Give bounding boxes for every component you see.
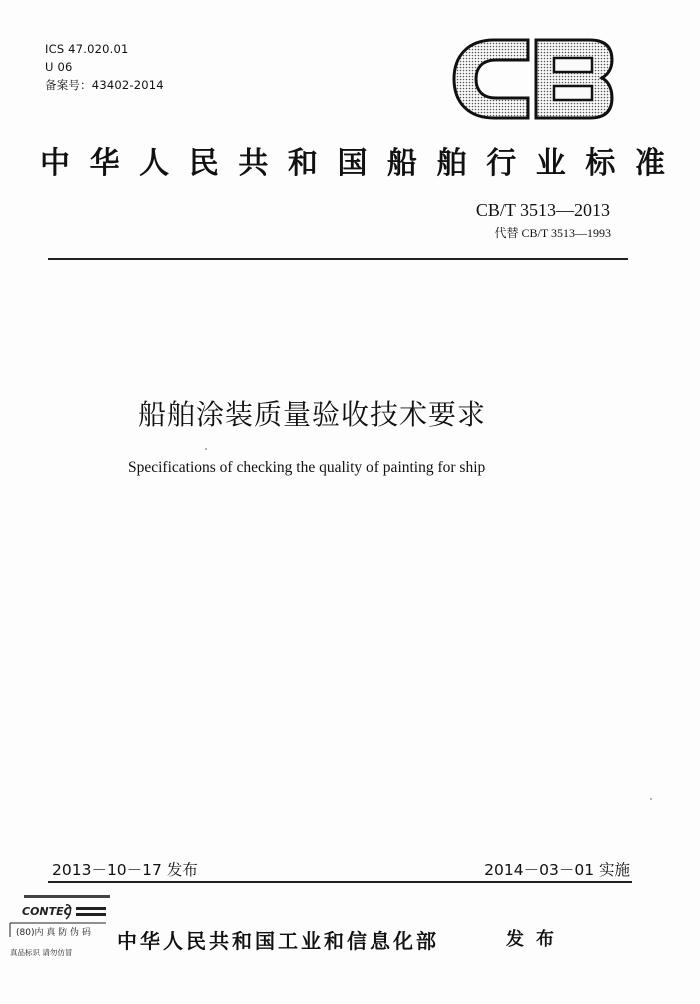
industry-heading-char: 准 (634, 146, 665, 181)
issuing-authority: 中华人民共和国工业和信息化部 (117, 929, 439, 953)
industry-heading-char: 船 (387, 146, 418, 181)
effective-date: 2014－03－01 实施 (484, 861, 630, 879)
industry-heading-char: 标 (585, 146, 616, 181)
industry-heading-char: 行 (486, 146, 517, 181)
standard-code: CB/T 3513—2013 (475, 200, 610, 220)
document-title-cn: 船舶涂装质量验收技术要求 (138, 398, 487, 431)
industry-heading-char: 业 (535, 146, 566, 181)
industry-heading-char: 华 (89, 146, 120, 181)
replaced-standard: 代替 CB/T 3513—1993 (494, 226, 611, 240)
issue-label: 发布 (506, 929, 566, 950)
cb-logo-text: CB (450, 36, 452, 37)
scan-speck (205, 448, 207, 450)
industry-heading-char: 民 (188, 146, 219, 181)
svg-text:真品标识 请勿仿冒: 真品标识 请勿仿冒 (10, 948, 73, 957)
scan-speck (650, 798, 652, 800)
svg-text:CONTEC: CONTEC (22, 905, 72, 918)
document-title-en: Specifications of checking the quality of painting for ship (128, 459, 486, 476)
industry-heading-char: 共 (238, 146, 269, 181)
category-code: U 06 (45, 60, 73, 74)
anti-counterfeit-stamp (6, 893, 112, 965)
ics-code: ICS 47.020.01 (45, 42, 129, 56)
record-number: 备案号：43402-2014 (45, 78, 164, 92)
svg-text:(80)内 真 防 伪 码: (80)内 真 防 伪 码 (16, 928, 91, 938)
top-divider (48, 258, 628, 260)
industry-heading-char: 和 (287, 146, 318, 181)
industry-heading-char: 舶 (436, 146, 467, 181)
publish-date: 2013－10－17 发布 (52, 861, 198, 879)
cb-logo (450, 36, 616, 122)
industry-standard-heading (40, 140, 665, 180)
industry-heading-char: 中 (40, 146, 70, 181)
industry-heading-char: 国 (337, 146, 368, 181)
industry-heading-char: 人 (139, 146, 170, 181)
bottom-divider (48, 881, 632, 883)
